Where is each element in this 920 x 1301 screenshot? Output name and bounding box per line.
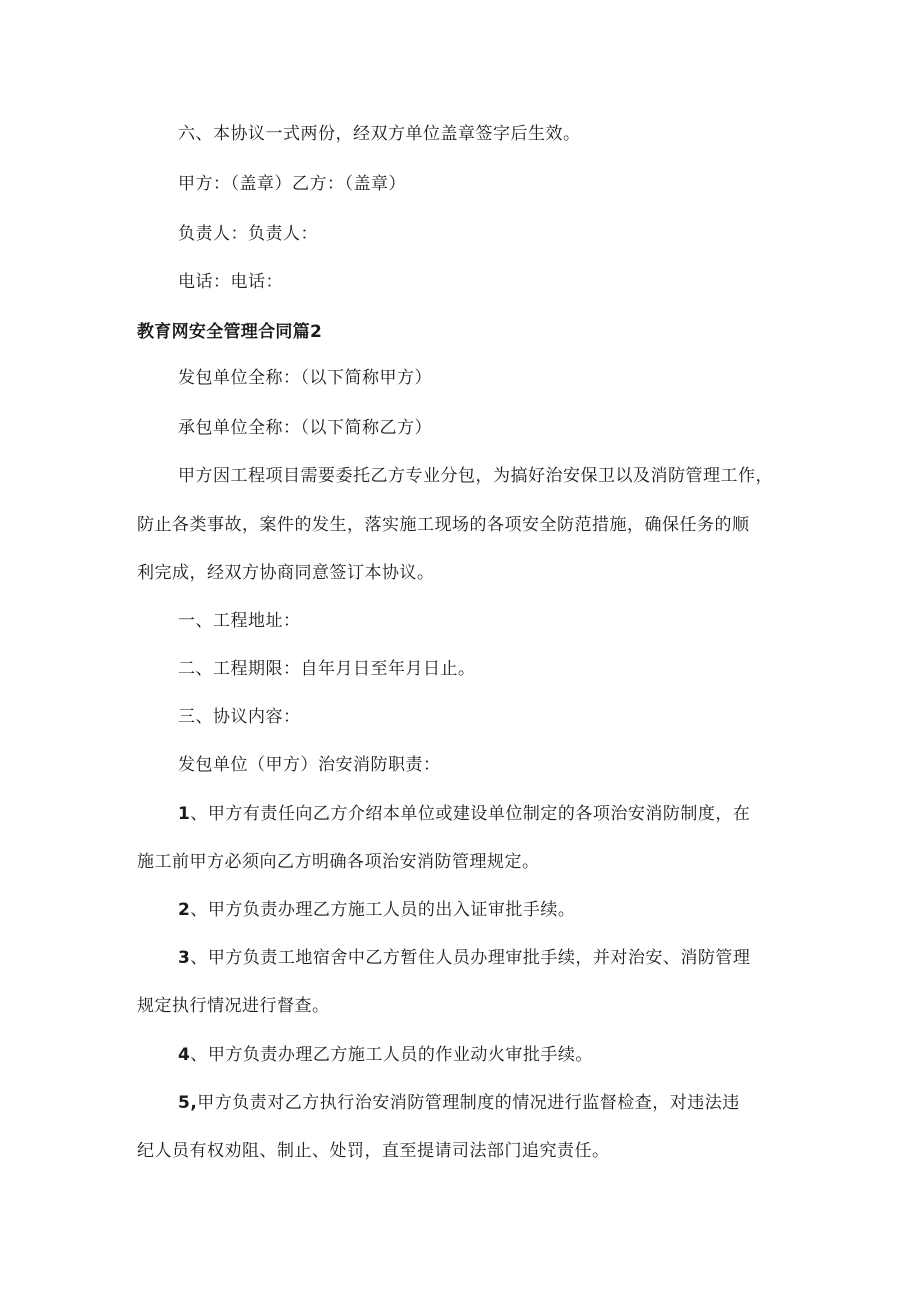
duty-2-text: 、甲方负责办理乙方施工人员的出入证审批手续。 [190,900,576,920]
duty-1-number: 1 [178,804,191,824]
contractor-name-line: 发包单位全称：（以下简称甲方） [178,368,432,388]
duty-3-line-1 [178,946,750,970]
duty-1-text: 、甲方有责任向乙方介绍本单位或建设单位制定的各项治安消防制度，在 [190,804,751,824]
duty-5-number: 5, [178,1093,198,1113]
subcontractor-name-line: 承包单位全称：（以下简称乙方） [178,418,432,438]
clause-six: 六、本协议一式两份，经双方单位盖章签字后生效。 [178,124,581,144]
project-period-line: 二、工程期限：自年月日至年月日止。 [178,659,476,679]
intro-paragraph-line-1: 甲方因工程项目需要委托乙方专业分包，为搞好治安保卫以及消防管理工作， [178,466,773,486]
duty-5-line-2: 纪人员有权劝阻、制止、处罚，直至提请司法部门追究责任。 [137,1141,610,1161]
phone-line: 电话：电话： [178,272,283,292]
duty-3-text: 、甲方负责工地宿舍中乙方暂住人员办理审批手续，并对治安、消防管理 [190,948,751,968]
duty-5-line-1 [178,1091,740,1115]
agreement-content-line: 三、协议内容： [178,707,301,727]
responsible-person-line: 负责人：负责人： [178,224,318,244]
intro-paragraph-line-3: 利完成，经双方协商同意签订本协议。 [137,563,435,583]
duty-4-line [178,1043,593,1067]
duty-4-number: 4 [178,1045,191,1065]
duty-3-number: 3 [178,948,191,968]
duty-2-line [178,898,575,922]
duty-1-line-1 [178,802,750,826]
party-seal-line: 甲方：（盖章）乙方：（盖章） [178,174,406,194]
section-heading: 教育网安全管理合同篇2 [137,322,323,342]
duty-4-text: 、甲方负责办理乙方施工人员的作业动火审批手续。 [190,1045,593,1065]
duty-3-line-2: 规定执行情况进行督查。 [137,996,330,1016]
project-address-line: 一、工程地址： [178,611,301,631]
duty-2-number: 2 [178,900,191,920]
duty-1-line-2: 施工前甲方必须向乙方明确各项治安消防管理规定。 [137,852,540,872]
party-a-duties-heading: 发包单位（甲方）治安消防职责： [178,755,441,775]
intro-paragraph-line-2: 防止各类事故，案件的发生，落实施工现场的各项安全防范措施，确保任务的顺 [137,515,750,535]
duty-5-text: 甲方负责对乙方执行治安消防管理制度的情况进行监督检查，对违法违 [197,1093,740,1113]
